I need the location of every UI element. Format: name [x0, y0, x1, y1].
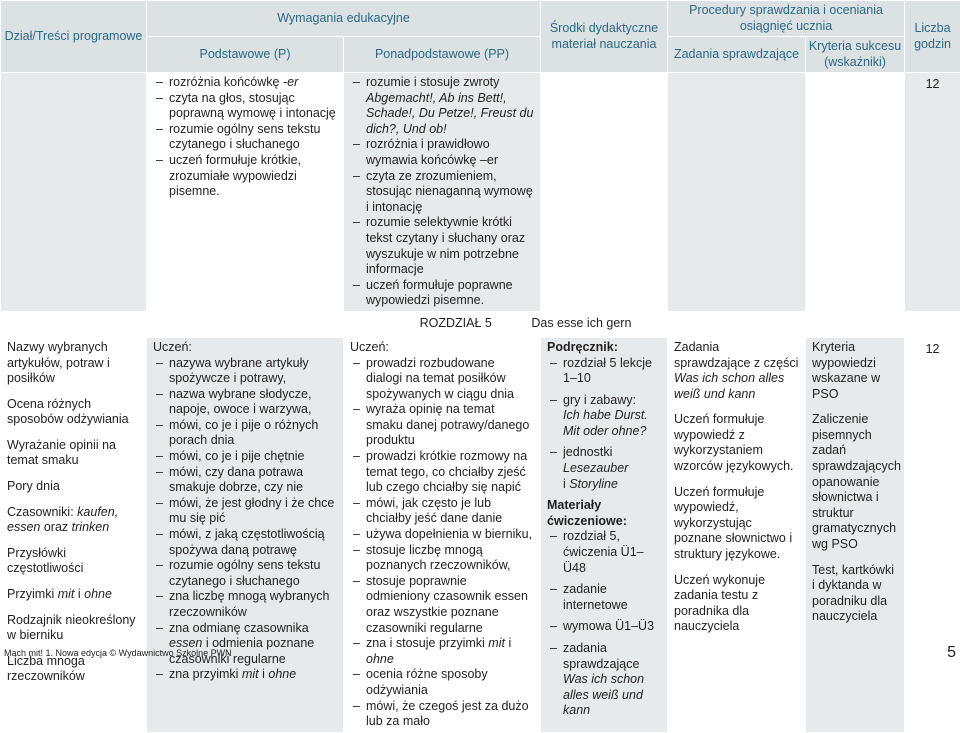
zadania-item	[674, 340, 799, 402]
dzial-item: Wyrażanie opinii na temat smaku	[7, 438, 140, 469]
list-item: – rozróżnia i prawidłowo wymawia końcówkę –er	[350, 137, 534, 168]
dzial-czasowniki	[7, 505, 140, 536]
row2-srodki	[541, 337, 668, 732]
prep: mit	[242, 667, 259, 681]
row2-podstawowe	[147, 337, 344, 732]
footer-text: Mach mit! 1. Nowa edycja © Wydawnictwo Szkolne PWN	[4, 648, 232, 658]
title: Was ich schon alles weiß und kann	[563, 672, 644, 717]
list-item: – mówi, co je i pije o różnych porach dnia	[153, 418, 337, 449]
list-item: – wymowa Ü1–Ü3	[547, 619, 661, 635]
header-procedury: Procedury sprawdzania i oceniania osiągnięć ucznia	[668, 1, 905, 37]
list-item: – rozdział 5, ćwiczenia Ü1–Ü48	[547, 529, 661, 576]
row2-dzial	[1, 337, 147, 732]
list-item	[547, 393, 661, 440]
row1-srodki	[541, 73, 668, 312]
title: Was ich schon alles weiß und kann	[674, 371, 784, 401]
prep: ohne	[84, 587, 112, 601]
list-item: – prowadzi krótkie rozmowy na temat tego, co chciałby zjeść lub czego chciałby się napić	[350, 449, 534, 496]
row1-zadania	[668, 73, 806, 312]
list-item: – uczeń formułuje poprawne wypowiedzi pisemne.	[350, 278, 534, 309]
section-spacer	[1, 311, 147, 337]
list-item: – mówi, czy dana potrawa smakuje dobrze, czy nie	[153, 465, 337, 496]
kryteria-item: Zaliczenie pisemnych zadań sprawdzających opanowanie słownictwa i struktur gramatycznych wg PSO	[812, 412, 898, 552]
text: zna i stosuje przyimki	[366, 636, 485, 650]
section-title: ROZDZIAŁ 5	[420, 316, 492, 330]
conj: oraz	[44, 520, 68, 534]
verb: essen	[169, 636, 202, 650]
dzial-item: Nazwy wybranych artykułów, potraw i posiłków	[7, 340, 140, 387]
header-liczba-godzin: Liczba godzin	[905, 1, 960, 73]
list-item: – mówi, co je i pije chętnie	[153, 449, 337, 465]
row2-kryteria	[806, 337, 905, 732]
conj: i	[262, 667, 265, 681]
list-item	[350, 75, 534, 137]
dzial-item: Przysłówki częstotliwości	[7, 546, 140, 577]
zadania-item: Uczeń wykonuje zadania testu z poradnika dla nauczyciela	[674, 573, 799, 635]
header-row-1	[1, 1, 960, 37]
list-item: – stosuje liczbę mnogą poznanych rzeczowników,	[350, 543, 534, 574]
header-kryteria: Kryteria sukcesu (wskaźniki)	[806, 37, 905, 73]
row1-ponadpodstawowe	[344, 73, 541, 312]
page-number: 5	[947, 644, 956, 662]
label: Czasowniki:	[7, 505, 74, 519]
kryteria-item: Kryteria wypowiedzi wskazane w PSO	[812, 340, 898, 402]
list-item: – uczeń formułuje krótkie, zrozumiałe wypowiedzi pisemne.	[153, 153, 337, 200]
list-item	[153, 667, 337, 683]
list-item-text: rozumie i stosuje zwroty	[366, 75, 499, 89]
row1-podstawowe	[147, 73, 344, 312]
header-ponadpodstawowe: Ponadpodstawowe (PP)	[344, 37, 541, 73]
dzial-item: Pory dnia	[7, 479, 140, 495]
verbs: kaufen, essen	[7, 505, 118, 535]
conj: i	[508, 636, 511, 650]
row1-hours: 12	[905, 73, 960, 312]
list-item: – używa dopełnienia w bierniku,	[350, 527, 534, 543]
prep: ohne	[366, 652, 394, 666]
phrase-list: Abgemacht!, Ab ins Bett!, Schade!, Du Petze!, Freust du dich?, Und ob!	[366, 91, 533, 136]
row-continuation	[1, 73, 960, 312]
list-item: – czyta ze zrozumieniem, stosując nienaganną wymowę i intonację	[350, 169, 534, 216]
heading: Uczeń:	[350, 340, 534, 356]
header-wymagania: Wymagania edukacyjne	[147, 1, 541, 37]
list-item	[547, 445, 661, 492]
unit-title: Lesezauber	[563, 461, 628, 475]
dzial-item: Liczba mnoga rzeczowników	[7, 654, 140, 685]
list-item: – mówi, z jaką częstotliwością spożywa daną potrawę	[153, 527, 337, 558]
podrecznik-heading: Podręcznik:	[547, 340, 661, 356]
list-item: – nazwa wybrane słodycze, napoje, owoce i warzywa,	[153, 387, 337, 418]
row-chapter-5	[1, 337, 960, 732]
unit-title: Storyline	[569, 477, 618, 491]
list-item: – prowadzi rozbudowane dialogi na temat posiłków spożywanych w ciągu dnia	[350, 356, 534, 403]
section-header	[147, 311, 905, 337]
row1-dzial	[1, 73, 147, 312]
conj: i	[563, 477, 566, 491]
text: jednostki	[563, 445, 612, 459]
list-item: – wyraża opinię na temat smaku danej potrawy/danego produktu	[350, 402, 534, 449]
text: gry i zabawy:	[563, 393, 636, 407]
conj: i	[78, 587, 81, 601]
list-item	[547, 641, 661, 719]
text: Zadania sprawdzające z części	[674, 340, 798, 370]
header-zadania: Zadania sprawdzające	[668, 37, 806, 73]
section-subtitle: Das esse ich gern	[531, 316, 631, 330]
section-spacer-right	[905, 311, 960, 337]
text: zna przyimki	[169, 667, 238, 681]
row2-zadania	[668, 337, 806, 732]
section-row	[1, 311, 960, 337]
kryteria-item: Test, kartkówki i dyktanda w poradniku dla nauczyciela	[812, 563, 898, 625]
zadania-item: Uczeń formułuje wypowiedź z wykorzystaniem wzorców językowych.	[674, 412, 799, 474]
label: Przyimki	[7, 587, 54, 601]
list-item: – zadanie internetowe	[547, 582, 661, 613]
verb: trinken	[72, 520, 110, 534]
text: i odmienia poznane czasowniki regularne	[169, 636, 314, 666]
list-item: – rozdział 5 lekcje 1–10	[547, 356, 661, 387]
list-item: – zna liczbę mnogą wybranych rzeczowników	[153, 589, 337, 620]
prep: mit	[58, 587, 75, 601]
dzial-item: Ocena różnych sposobów odżywiania	[7, 397, 140, 428]
list-item: – czyta na głos, stosując poprawną wymowę i intonację	[153, 91, 337, 122]
text: zna odmianę czasownika	[169, 621, 309, 635]
header-srodki: Środki dydaktyczne materiał nauczania	[541, 1, 668, 73]
list-item: – mówi, że czegoś jest za dużo lub za mało	[350, 699, 534, 730]
list-item	[153, 621, 337, 668]
list-item: – stosuje poprawnie odmieniony czasownik essen oraz wszystkie poznane czasowniki regularne	[350, 574, 534, 636]
prep: mit	[488, 636, 505, 650]
list-item: – mówi, że jest głodny i że chce mu się pić	[153, 496, 337, 527]
list-item: – mówi, jak często je lub chciałby jeść dane danie	[350, 496, 534, 527]
header-podstawowe: Podstawowe (P)	[147, 37, 344, 73]
row1-kryteria	[806, 73, 905, 312]
zadania-item: Uczeń formułuje wypowiedź, wykorzystując poznane słownictwo i struktury językowe.	[674, 485, 799, 563]
heading: Uczeń:	[153, 340, 337, 356]
game-titles: Ich habe Durst. Mit oder ohne?	[563, 408, 648, 438]
list-item: – rozumie selektywnie krótki tekst czytany i słuchany oraz wyszukuje w nim potrzebne informacje	[350, 215, 534, 277]
list-item: – rozumie ogólny sens tekstu czytanego i słuchanego	[153, 558, 337, 589]
header-dzial: Dział/Treści programowe	[1, 1, 147, 73]
row2-hours: 12	[905, 337, 960, 732]
text: zadania sprawdzające	[563, 641, 639, 671]
list-item: – rozumie ogólny sens tekstu czytanego i słuchanego	[153, 122, 337, 153]
prep: ohne	[268, 667, 296, 681]
list-item: – nazywa wybrane artykuły spożywcze i potrawy,	[153, 356, 337, 387]
dzial-item: Rodzajnik nieokreślony w bierniku	[7, 613, 140, 644]
dzial-przyimki	[7, 587, 140, 603]
materialy-heading: Materiały ćwiczeniowe:	[547, 498, 661, 529]
list-item: – rozróżnia końcówkę -er	[153, 75, 337, 91]
list-item: – ocenia różne sposoby odżywiania	[350, 667, 534, 698]
row2-ponadpodstawowe	[344, 337, 541, 732]
